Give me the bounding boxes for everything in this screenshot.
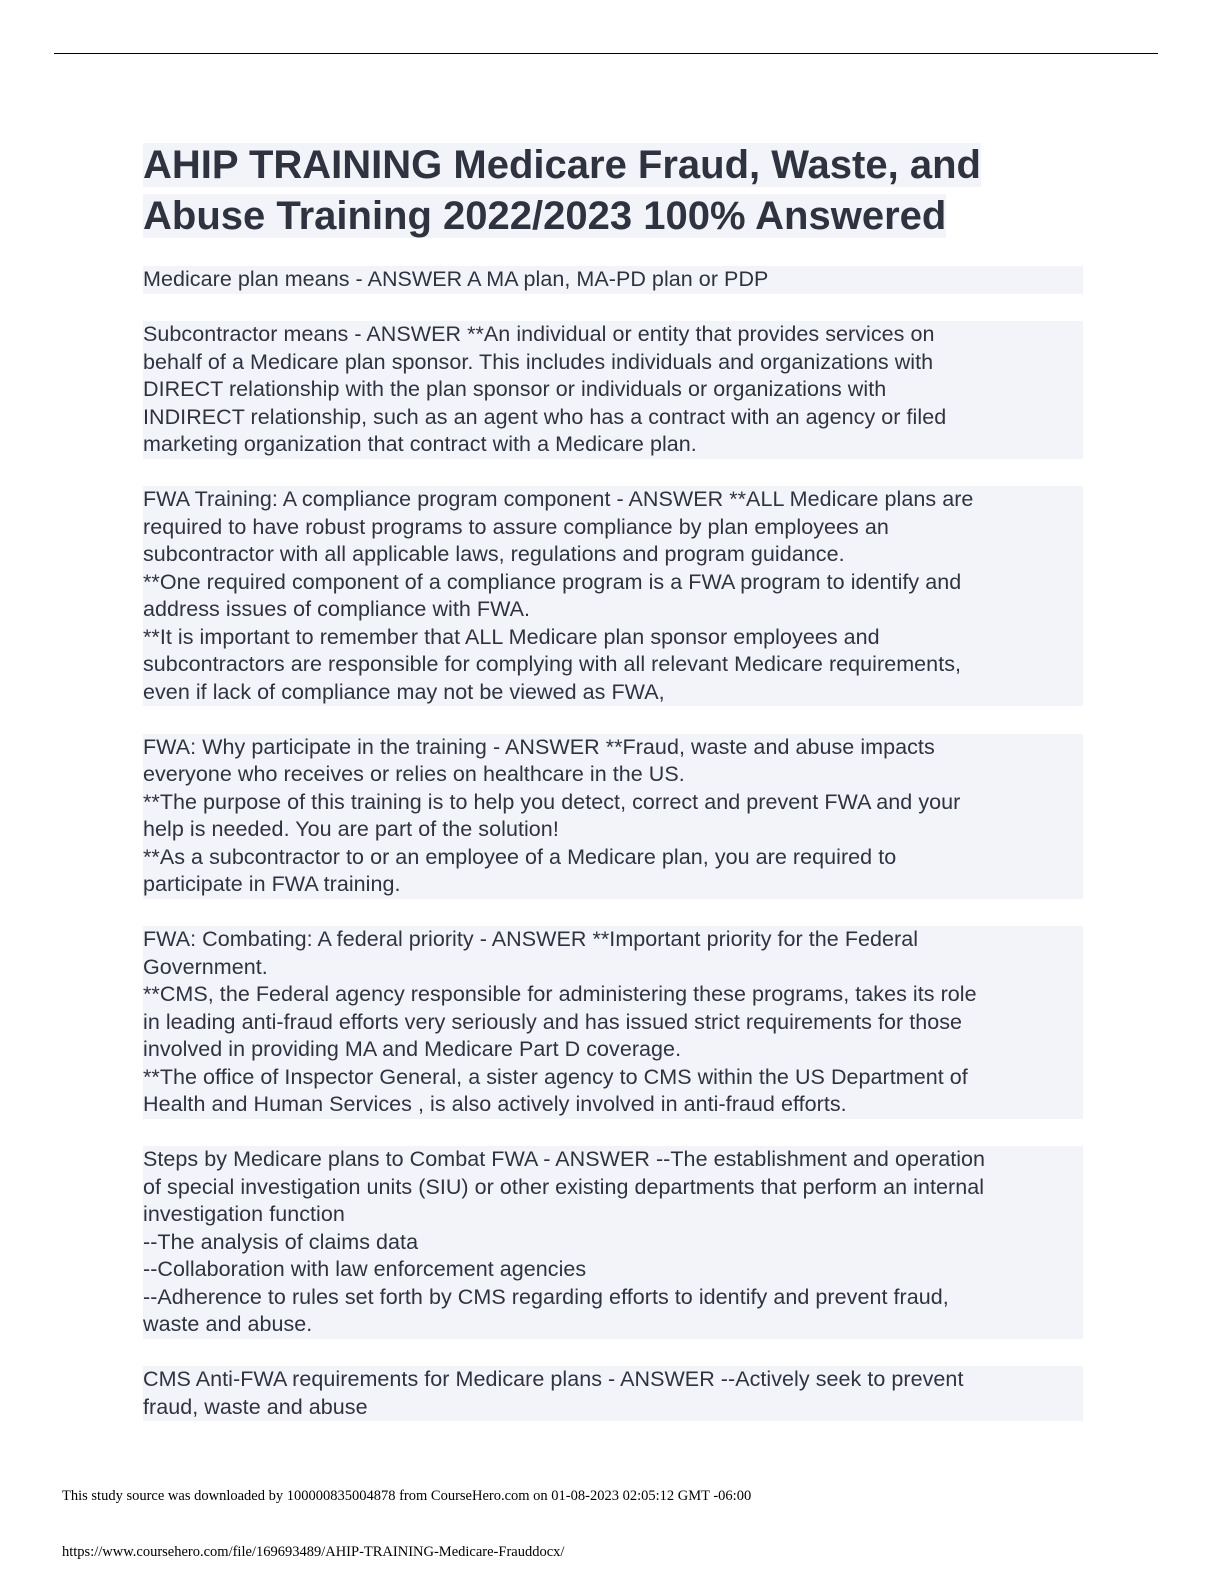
paragraph-line: **It is important to remember that ALL Medicare plan sponsor employees and — [143, 625, 884, 649]
paragraph-line: FWA: Why participate in the training - ANSWER **Fraud, waste and abuse impacts — [143, 735, 939, 759]
source-url[interactable]: https://www.coursehero.com/file/169693489/AHIP-TRAINING-Medicare-Frauddocx/ — [62, 1544, 565, 1560]
paragraph-line: in leading anti-fraud efforts very seriously and has issued strict requirements for those — [143, 1010, 966, 1034]
top-horizontal-rule — [54, 53, 1158, 54]
paragraph-line: **CMS, the Federal agency responsible for administering these programs, takes its role — [143, 982, 981, 1006]
qa-paragraph-cms-requirements — [143, 1366, 1083, 1421]
qa-paragraph-why-participate — [143, 734, 1083, 899]
document-body — [143, 140, 1083, 1449]
paragraph-line: --Collaboration with law enforcement agencies — [143, 1257, 590, 1281]
paragraph-line: help is needed. You are part of the solution! — [143, 817, 563, 841]
paragraph-line: of special investigation units (SIU) or other existing departments that perform an internal — [143, 1175, 988, 1199]
title-line-1: AHIP TRAINING Medicare Fraud, Waste, and — [143, 143, 981, 187]
paragraph-line: participate in FWA training. — [143, 872, 405, 896]
paragraph-line: **One required component of a compliance program is a FWA program to identify and — [143, 570, 965, 594]
paragraph-line: address issues of compliance with FWA. — [143, 597, 534, 621]
paragraph-line: **The purpose of this training is to help you detect, correct and prevent FWA and your — [143, 790, 964, 814]
paragraph-line: Subcontractor means - ANSWER **An individual or entity that provides services on — [143, 322, 939, 346]
paragraph-line: required to have robust programs to assure compliance by plan employees an — [143, 515, 893, 539]
title-line-2: Abuse Training 2022/2023 100% Answered — [143, 194, 947, 238]
paragraph-line: DIRECT relationship with the plan sponsor or individuals or organizations with — [143, 377, 890, 401]
paragraph-line: subcontractor with all applicable laws, regulations and program guidance. — [143, 542, 849, 566]
qa-paragraph-combat-steps — [143, 1146, 1083, 1339]
paragraph-line: even if lack of compliance may not be viewed as FWA, — [143, 680, 669, 704]
paragraph-line: Health and Human Services , is also actively involved in anti-fraud efforts. — [143, 1092, 851, 1116]
paragraph-line: behalf of a Medicare plan sponsor. This includes individuals and organizations with — [143, 350, 937, 374]
qa-paragraph-medicare-plan — [143, 266, 1083, 294]
paragraph-line: --Adherence to rules set forth by CMS regarding efforts to identify and prevent fraud, — [143, 1285, 953, 1309]
paragraph-line: CMS Anti-FWA requirements for Medicare plans - ANSWER --Actively seek to prevent — [143, 1367, 967, 1391]
qa-paragraph-subcontractor — [143, 321, 1083, 459]
qa-paragraph-fwa-training — [143, 486, 1083, 706]
paragraph-line: involved in providing MA and Medicare Part D coverage. — [143, 1037, 685, 1061]
document-title — [143, 140, 1083, 242]
paragraph-line: waste and abuse. — [143, 1312, 316, 1336]
paragraph-line: **As a subcontractor to or an employee of a Medicare plan, you are required to — [143, 845, 900, 869]
paragraph-line: Steps by Medicare plans to Combat FWA - ANSWER --The establishment and operation — [143, 1147, 989, 1171]
paragraph-line: fraud, waste and abuse — [143, 1395, 372, 1419]
download-source-note: This study source was downloaded by 100000835004878 from CourseHero.com on 01-08-2023 02:05:12 GMT -06:00 — [62, 1488, 752, 1504]
paragraph-line: INDIRECT relationship, such as an agent who has a contract with an agency or filed — [143, 405, 950, 429]
paragraph-line: --The analysis of claims data — [143, 1230, 422, 1254]
paragraph-line: Government. — [143, 955, 272, 979]
paragraph-line: marketing organization that contract with a Medicare plan. — [143, 432, 701, 456]
paragraph-line: FWA Training: A compliance program component - ANSWER **ALL Medicare plans are — [143, 487, 977, 511]
paragraph-line: everyone who receives or relies on healthcare in the US. — [143, 762, 689, 786]
paragraph-line: **The office of Inspector General, a sister agency to CMS within the US Department of — [143, 1065, 972, 1089]
paragraph-line: investigation function — [143, 1202, 349, 1226]
paragraph-line: Medicare plan means - ANSWER A MA plan, MA-PD plan or PDP — [143, 267, 772, 291]
qa-paragraph-federal-priority — [143, 926, 1083, 1119]
paragraph-line: subcontractors are responsible for complying with all relevant Medicare requirements, — [143, 652, 965, 676]
paragraph-line: FWA: Combating: A federal priority - ANSWER **Important priority for the Federal — [143, 927, 922, 951]
